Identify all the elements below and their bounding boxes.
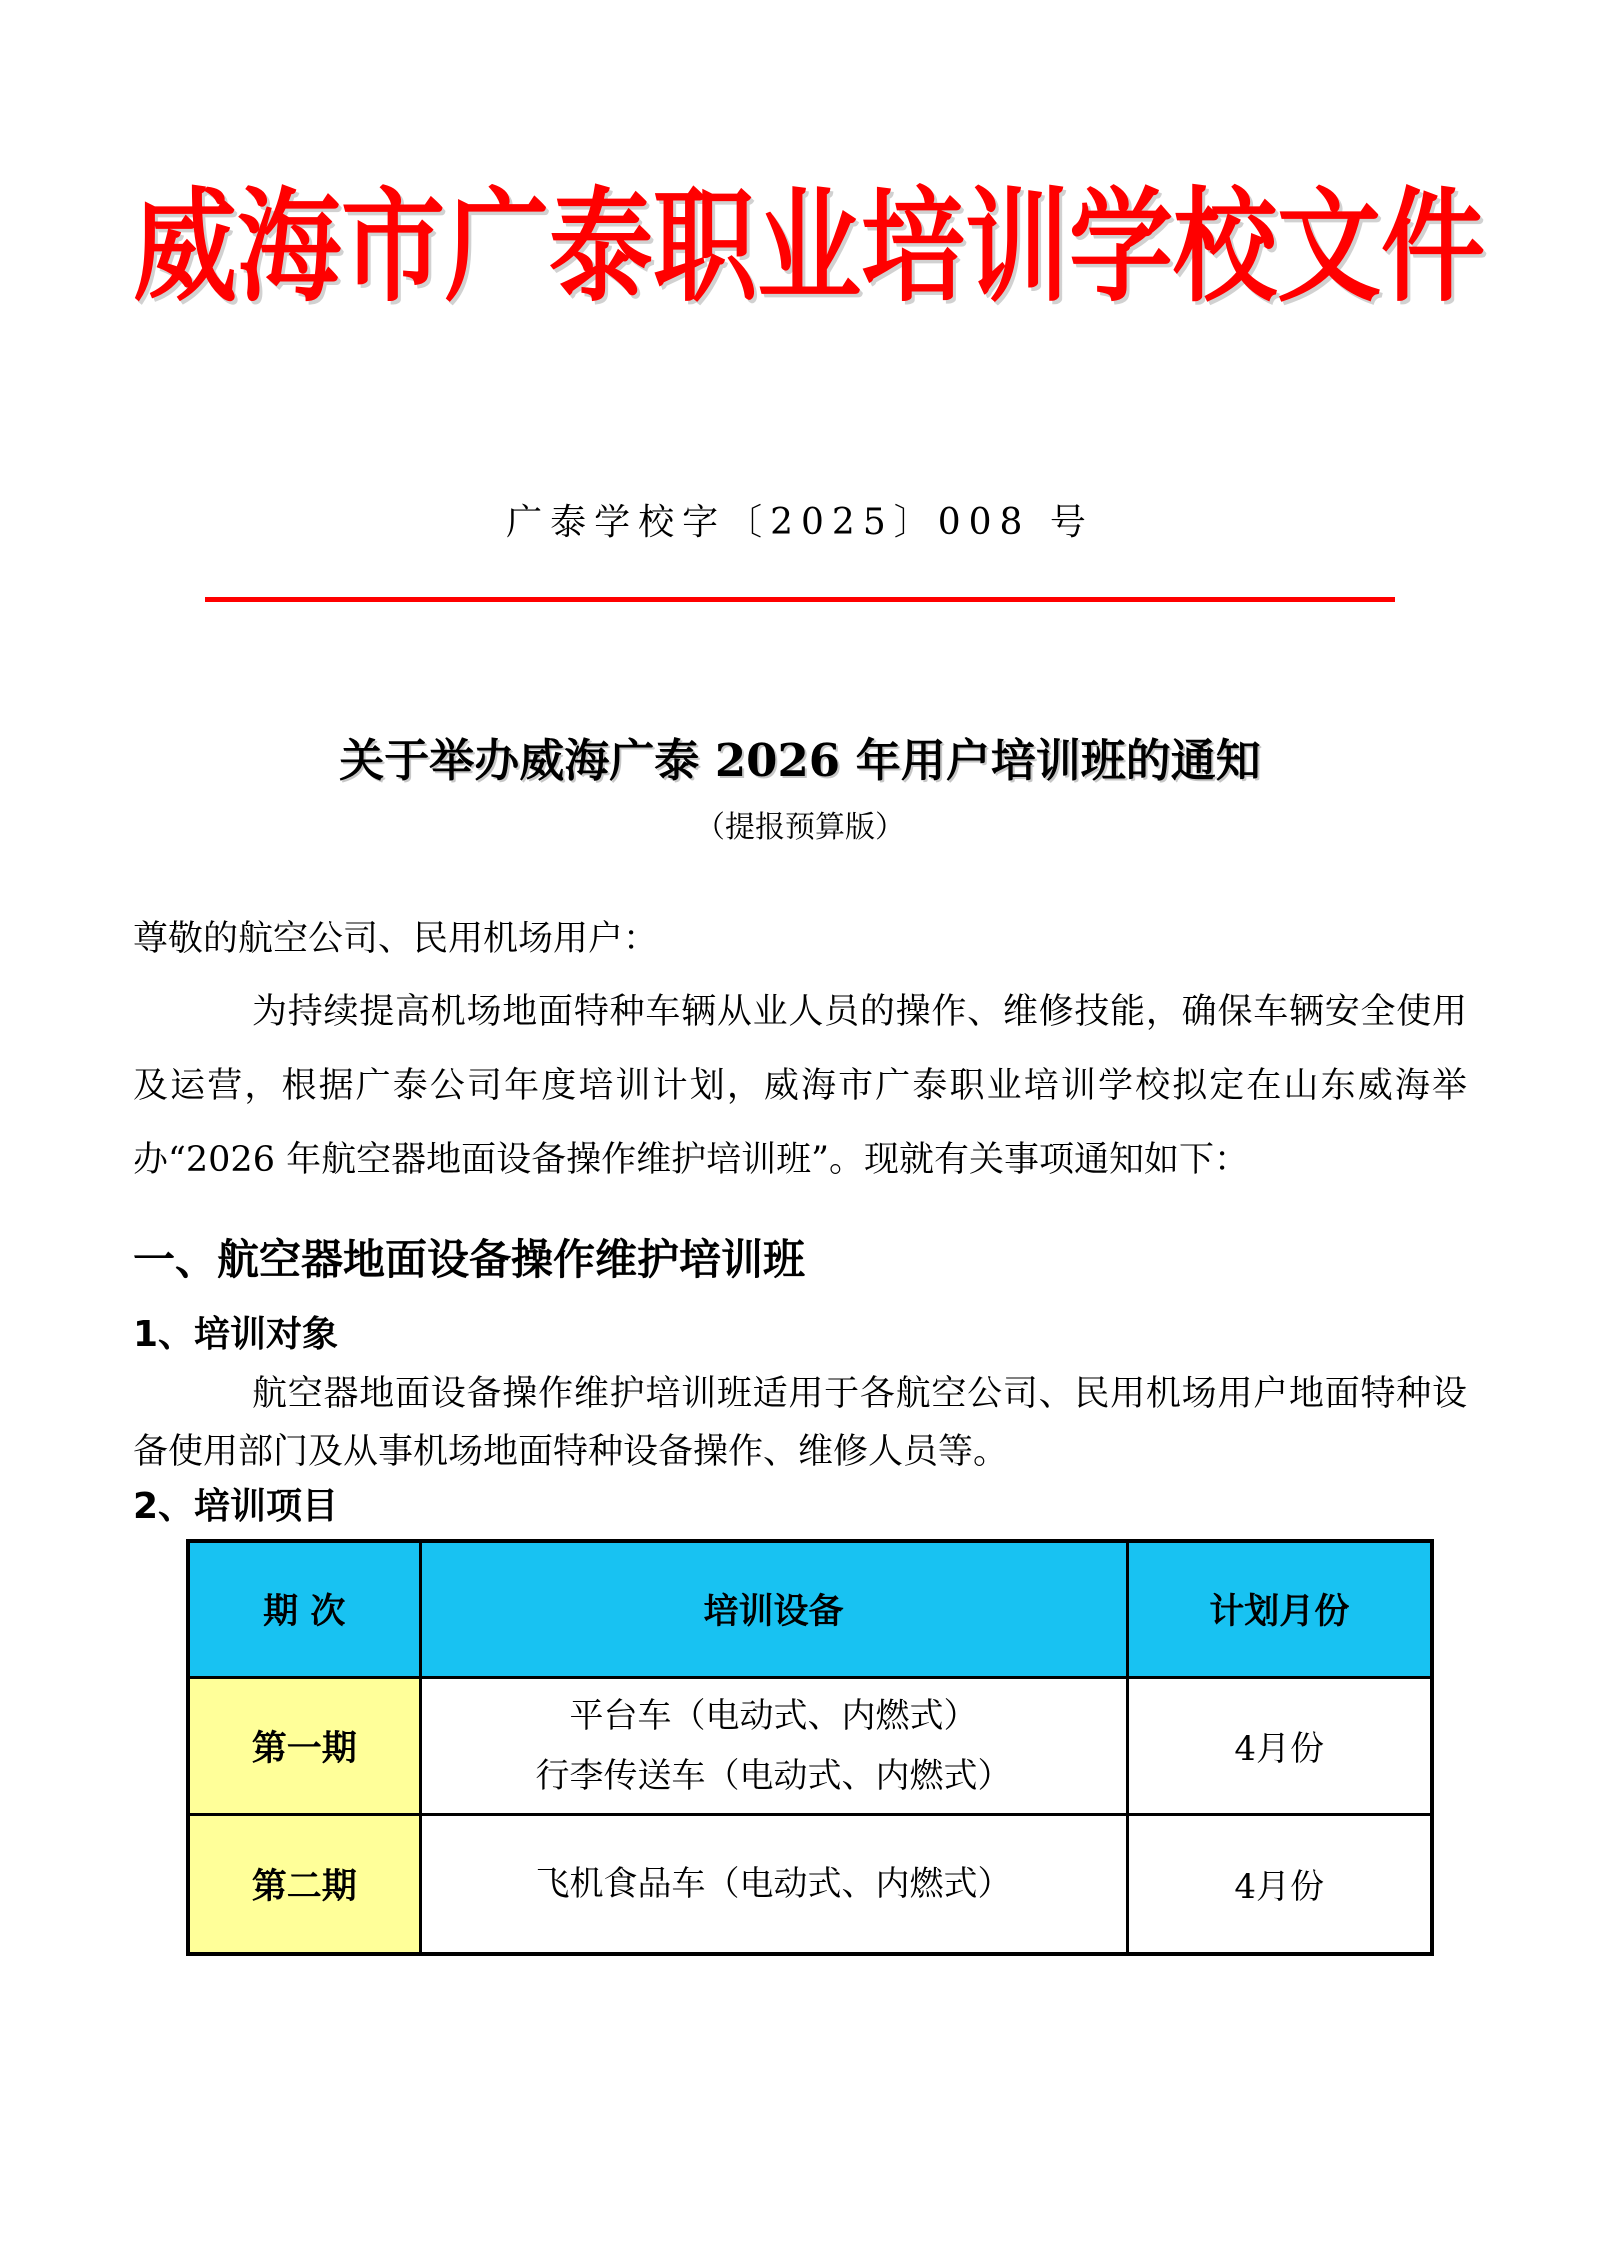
equipment-cell xyxy=(420,1677,1127,1814)
salutation-line: 尊敬的航空公司、民用机场用户： xyxy=(133,919,659,960)
intro-paragraph: 为持续提高机场地面特种车辆从业人员的操作、维修技能，确保车辆安全使用及运营，根据广泰公司年度培训计划，威海市广泰职业培训学校拟定在山东威海举办“2026 年航空器地面设备操作维护培训班”。现就有关事项通知如下： xyxy=(133,992,1467,1181)
table-row xyxy=(188,1814,1432,1954)
column-header-period: 期 次 xyxy=(188,1541,420,1677)
column-header-month: 计划月份 xyxy=(1127,1541,1432,1677)
section-1-heading: 一、航空器地面设备操作维护培训班 xyxy=(133,1235,806,1285)
equipment-cell xyxy=(420,1814,1127,1954)
equipment-line: 平台车（电动式、内燃式） xyxy=(569,1695,978,1736)
banner-title: 威海市广泰职业培训学校文件 xyxy=(133,173,1486,320)
notice-subtitle: （提报预算版） xyxy=(695,810,905,846)
table-row xyxy=(188,1677,1432,1814)
training-target-paragraph: 航空器地面设备操作维护培训班适用于各航空公司、民用机场用户地面特种设备使用部门及从事机场地面特种设备操作、维修人员等。 xyxy=(133,1374,1467,1473)
training-schedule-table xyxy=(186,1539,1434,1956)
training-items-heading: 2、培训项目 xyxy=(133,1486,339,1528)
column-header-equipment: 培训设备 xyxy=(420,1541,1127,1677)
equipment-line: 行李传送车（电动式、内燃式） xyxy=(535,1755,1012,1796)
month-cell: 4月份 xyxy=(1127,1814,1432,1954)
equipment-line: 飞机食品车（电动式、内燃式） xyxy=(535,1863,1012,1904)
training-target-heading: 1、培训对象 xyxy=(133,1314,339,1356)
period-cell: 第二期 xyxy=(188,1814,420,1954)
table-header-row xyxy=(188,1541,1432,1677)
period-cell: 第一期 xyxy=(188,1677,420,1814)
notice-title: 关于举办威海广泰 2026 年用户培训班的通知 xyxy=(339,734,1261,788)
month-cell: 4月份 xyxy=(1127,1677,1432,1814)
document-number: 广泰学校字〔2025〕008 号 xyxy=(506,502,1094,544)
red-divider-rule xyxy=(205,597,1395,602)
